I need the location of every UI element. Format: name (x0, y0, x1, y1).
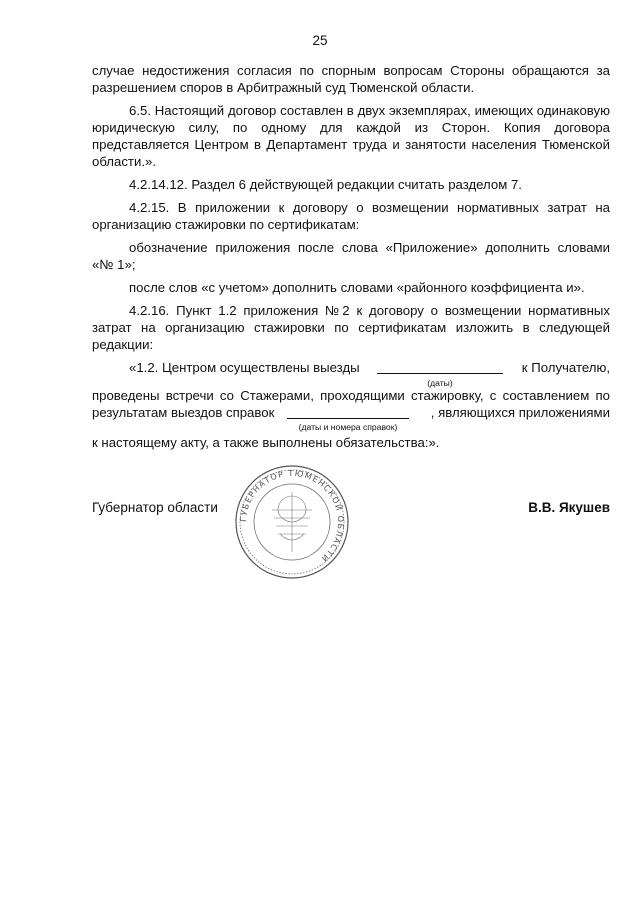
paragraph-4-2-14-12: 4.2.14.12. Раздел 6 действующей редакции считать разделом 7. (129, 177, 522, 192)
paragraph-6-5: 6.5. Настоящий договор составлен в двух экземплярах, имеющих одинаковую юридическую силу, по одному для каждой из Сторон. Копия договора представляется Центром в Департамент труда и занятости населения Тюменской области.». (92, 103, 610, 169)
quote-line-visits (92, 359, 610, 387)
paragraph-4-2-16: 4.2.16. Пункт 1.2 приложения №2 к договору о возмещении нормативных затрат на организацию стажировки по сертификатам изложить в следующей редакции: (92, 303, 610, 352)
svg-text:ГУБЕРНАТОР ТЮМЕНСКОЙ ОБЛАСТИ: ГУБЕРНАТОР ТЮМЕНСКОЙ ОБЛАСТИ (238, 468, 346, 564)
quote-line-reports (92, 404, 610, 434)
signatory-role: Губернатор области (92, 500, 218, 515)
hint-reports: (даты и номера справок) (298, 422, 398, 432)
page-number: 25 (312, 33, 328, 48)
paragraph-continuation (92, 62, 610, 96)
hint-dates: (даты) (427, 378, 453, 388)
paragraph-line: случае недостижения согласия по спорным вопросам Стороны обращаются за (92, 63, 610, 78)
quote-line: к настоящему акту, а также выполнены обязательства:». (92, 435, 440, 450)
paragraph-4-2-15: 4.2.15. В приложении к договору о возмещении нормативных затрат на организацию стажировки по сертификатам: (92, 200, 610, 232)
quote-line: проведены встречи со Стажерами, проходящими стажировку, с составлением по (92, 388, 610, 403)
paragraph-appendix-designation: обозначение приложения после слова «Приложение» дополнить словами «№ 1»; (92, 240, 610, 272)
signature-block (92, 500, 610, 520)
quote-text: , являющихся приложениями (430, 405, 610, 420)
quote-text: к Получателю, (521, 360, 610, 375)
signatory-name: В.В. Якушев (528, 500, 610, 515)
quote-text: результатам выездов справок (92, 405, 275, 420)
official-seal-stamp (232, 462, 352, 582)
document-body (92, 62, 610, 451)
paragraph-coefficient: после слов «с учетом» дополнить словами «районного коэффициента и». (129, 280, 585, 295)
quote-text: «1.2. Центром осуществлены выезды (129, 360, 360, 375)
paragraph-line: разрешением споров в Арбитражный суд Тюменской области. (92, 80, 475, 95)
blank-dates-line (377, 373, 503, 374)
